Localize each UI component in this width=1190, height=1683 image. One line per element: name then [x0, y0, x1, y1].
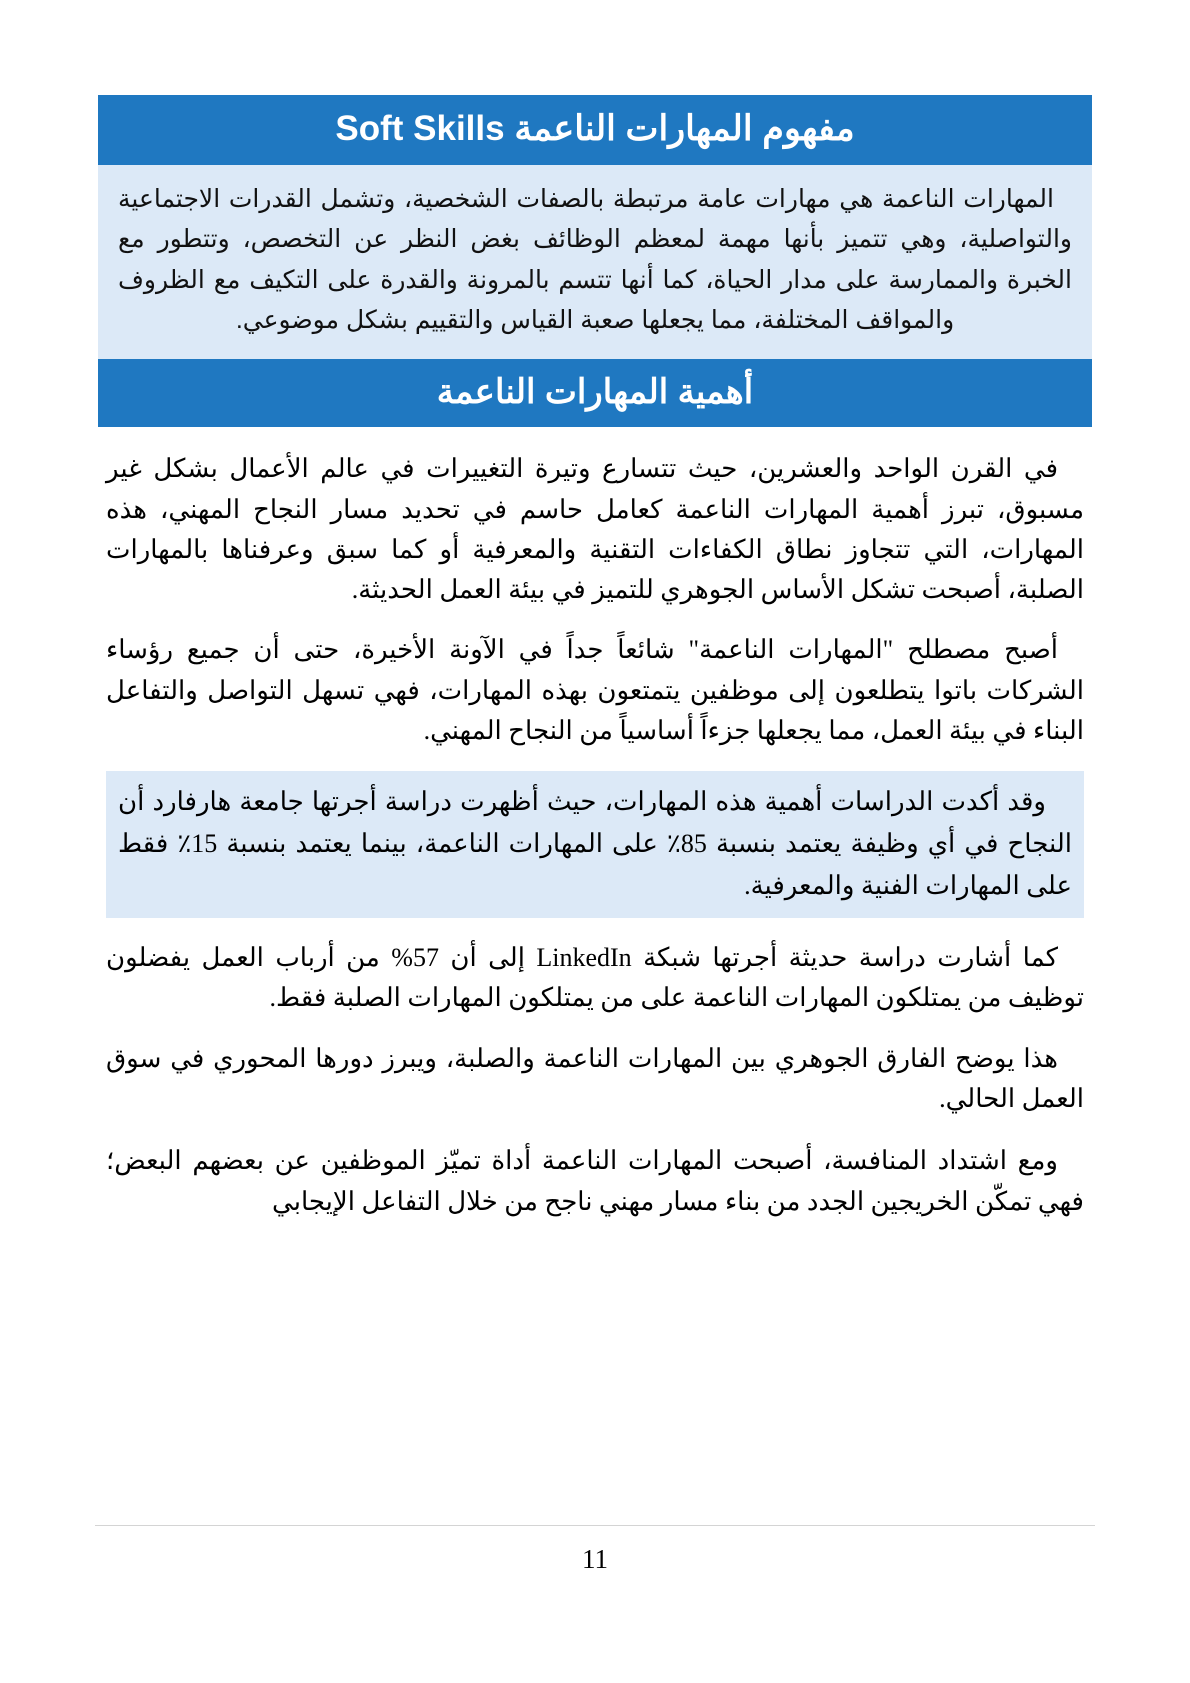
importance-body — [98, 449, 1092, 1222]
footer-divider — [95, 1525, 1095, 1526]
paragraph-competition: ومع اشتداد المنافسة، أصبحت المهارات الناعمة أداة تميّز الموظفين عن بعضهم البعض؛ فهي تمكّن الخريجين الجدد من بناء مسار مهني ناجح من خلال التفاعل الإيجابي — [106, 1146, 1084, 1216]
paragraph-linkedin-statistic: كما أشارت دراسة حديثة أجرتها شبكة LinkedIn إلى أن 57% من أرباب العمل يفضلون توظيف من يمتلكون المهارات الناعمة على من يمتلكون المهارات الصلبة فقط. — [106, 943, 1084, 1013]
soft-skills-definition-text: المهارات الناعمة هي مهارات عامة مرتبطة بالصفات الشخصية، وتشمل القدرات الاجتماعية والتواصلية، وهي تتميز بأنها مهمة لمعظم الوظائف بغض النظر عن التخصص، وتتطور مع الخبرة والممارسة على مدار الحياة، كما أنها تتسم بالمرونة والقدرة على التكيف مع الظروف والمواقف المختلفة، مما يجعلها صعبة القياس والتقييم بشكل موضوعي. — [118, 184, 1072, 335]
paragraph-2: أصبح مصطلح "المهارات الناعمة" شائعاً جداً في الآونة الأخيرة، حتى أن جميع رؤساء الشركات باتوا يتطلعون إلى موظفين يتمتعون بهذه المهارات، فهي تسهل التواصل والتفاعل البناء في بيئة العمل، مما يجعلها جزءاً أساسياً من النجاح المهني. — [106, 635, 1084, 746]
paragraph-difference: هذا يوضح الفارق الجوهري بين المهارات الناعمة والصلبة، ويبرز دورها المحوري في سوق العمل الحالي. — [106, 1043, 1084, 1113]
paragraph-harvard-statistic: وقد أكدت الدراسات أهمية هذه المهارات، حيث أظهرت دراسة أجرتها جامعة هارفارد أن النجاح في أي وظيفة يعتمد بنسبة 85٪ على المهارات الناعمة، بينما يعتمد بنسبة 15٪ فقط على المهارات الفنية والمعرفية. — [106, 771, 1084, 918]
paragraph-1: في القرن الواحد والعشرين، حيث تتسارع وتيرة التغييرات في عالم الأعمال بشكل غير مسبوق، تبرز أهمية المهارات الناعمة كعامل حاسم في تحديد مسار النجاح المهني، هذه المهارات، التي تتجاوز نطاق الكفاءات التقنية والمعرفية أو كما سبق وعرفناها بالمهارات الصلبة، أصبحت تشكل الأساس الجوهري للتميز في بيئة العمل الحديثة. — [106, 454, 1084, 605]
page-footer — [0, 1525, 1190, 1575]
section-header-soft-skills-concept: مفهوم المهارات الناعمة Soft Skills — [98, 95, 1092, 165]
soft-skills-definition-block — [98, 165, 1092, 359]
page-number: 11 — [582, 1544, 608, 1574]
section-header-importance: أهمية المهارات الناعمة — [98, 359, 1092, 428]
